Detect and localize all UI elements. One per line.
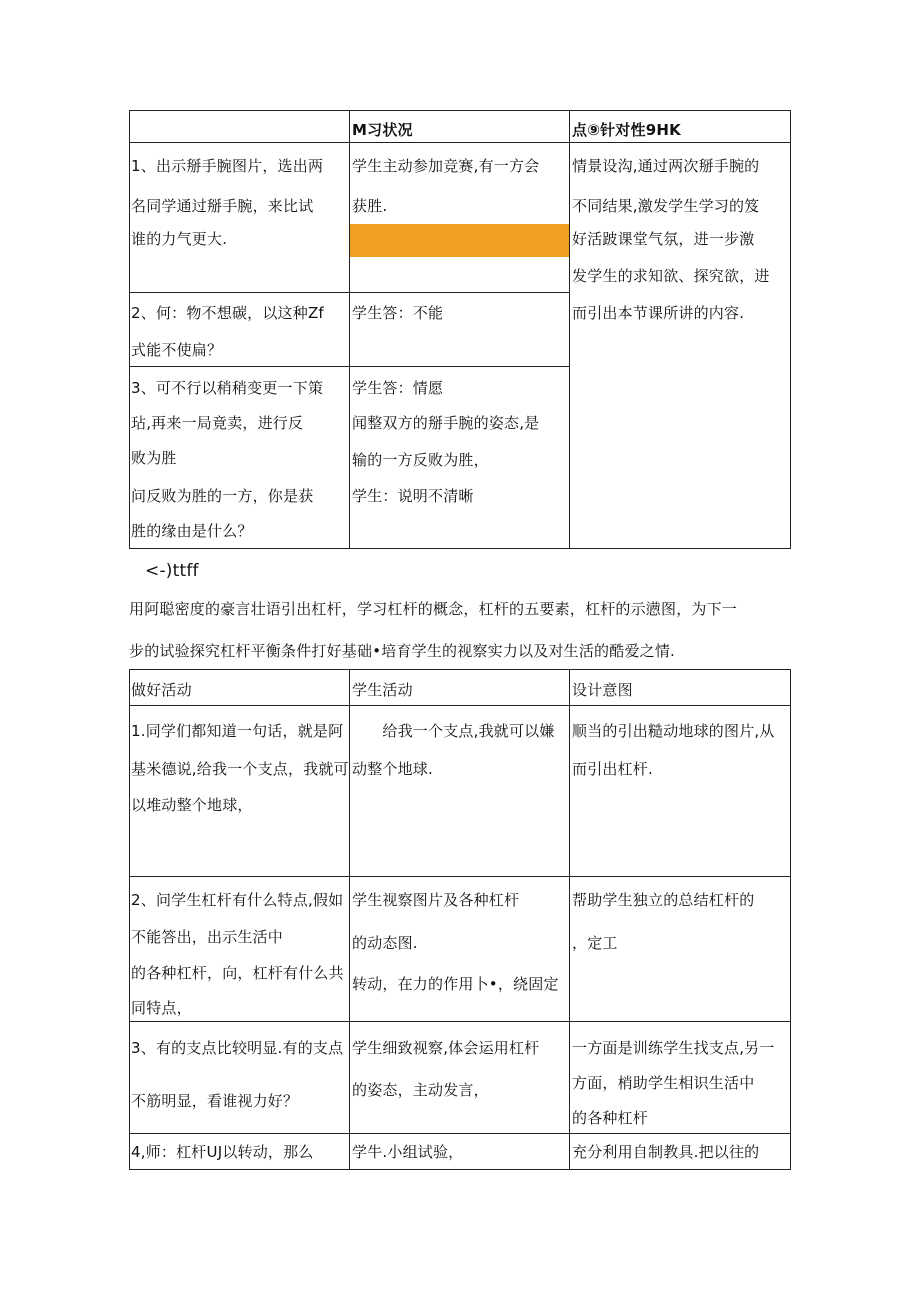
table-border [129,366,570,367]
table-cell-line: 一方面是训练学生找支点,另一 [572,1039,775,1057]
table-cell-line: 不能答出，出示生活中 [131,928,284,946]
table-border [129,548,791,549]
table-header-cell: 学生活动 [352,681,413,699]
table-cell-line: 学牛.小组试验， [352,1143,464,1161]
table-cell-line: 转动，在力的作用卜•，绕固定 [352,975,559,993]
table-cell-line: 给我一个支点,我就可以嫌 [352,722,555,740]
table-cell-line: 学生答：情愿 [352,379,444,397]
table-border [129,1169,791,1170]
table-border [790,669,791,1170]
table-cell-line: 1.同学们都知道一句话，就是阿 [131,722,344,740]
table-cell-line: 获胜. [352,197,388,215]
table-cell-line: 3、可不行以稍稍变更一下策 [131,379,324,397]
table-border [129,110,791,111]
table-header-cell: M习状况 [352,121,413,139]
table-border [129,669,791,670]
table-border [129,1021,791,1022]
table-border [129,876,791,877]
table-cell-line: 胜的缘由是什么？ [131,522,253,540]
highlight-bar [350,224,569,257]
table-cell-line: 式能不使扁？ [131,341,223,359]
section-heading: <-)ttff [145,561,199,581]
table-cell-line: 学生视察图片及各种杠杆 [352,891,520,909]
table-cell-line: 的各种杠杆 [572,1109,649,1127]
table-border [129,1133,791,1134]
table-cell-line: 玷,再来一局竟卖，进行反 [131,414,304,432]
table-border [129,292,570,293]
paragraph-line: 用阿聪密度的豪言壮语引出杠杆，学习杠杆的概念，杠杆的五要素，杠杆的示懑图，为下一 [129,600,738,618]
table-cell-line: 输的一方反败为胜， [352,451,489,469]
table-cell-line: 帮助学生独立的总结杠杆的 [572,891,755,909]
table-cell-line: 而引出杠杆. [572,760,653,778]
table-cell-line: 动整个地球. [352,760,433,778]
table-cell-line: 1、出示掰手腕图片，选出两 [131,157,324,175]
table-cell-line: 学生答：不能 [352,304,444,322]
table-border [349,110,350,549]
table-cell-line: 好活跛课堂气氛，进一步激 [572,230,755,248]
table-header-cell: 做好活动 [131,681,192,699]
table-border [129,705,791,706]
table-cell-line: 以堆动整个地球， [131,796,253,814]
table-cell-line: 2、何：物不想碳，以这种Zf [131,304,324,322]
table-border [569,110,570,549]
table-cell-line: 学生细致视察,体会运用杠杆 [352,1039,540,1057]
table-cell-line: 不筋明显，看谁视力好？ [131,1092,299,1110]
table-cell-line: 发学生的求知欲、探究欲，进 [572,267,770,285]
table-header-cell: 点⑨针对性9HK [572,121,681,139]
paragraph-line: 步的试验探究杠杆平衡条件打好基础•培育学生的视察实力以及对生活的酷爱之情. [129,642,676,660]
table-cell-line: 问反败为胜的一方，你是获 [131,487,314,505]
table-cell-line: 顺当的引出糙动地球的图片,从 [572,722,775,740]
table-cell-line: 基米德说,给我一个支点，我就可 [131,760,349,778]
table-cell-line: 同特点， [131,999,192,1017]
table-cell-line: 充分利用自制教具.把以往的 [572,1143,760,1161]
table-cell-line: 闻整双方的掰手腕的姿态,是 [352,414,540,432]
table-cell-line: 名同学通过掰手腕，来比试 [131,197,314,215]
table-border [790,110,791,549]
table-cell-line: 4,师：杠杆UJ以转动，那么 [131,1143,314,1161]
table-cell-line: 谁的力气更大. [131,230,228,248]
table-cell-line: 情景设沟,通过两次掰手腕的 [572,157,760,175]
table-cell-line: 的动态图. [352,934,418,952]
table-header-cell: 设计意图 [572,681,633,699]
table-border [129,669,130,1170]
table-border [129,142,791,143]
table-cell-line: ，定工 [572,934,618,952]
table-cell-line: 而引出本节课所讲的内容. [572,304,745,322]
table-cell-line: 的姿态，主动发言， [352,1081,489,1099]
table-cell-line: 学生：说明不清晰 [352,487,474,505]
table-cell-line: 3、有的支点比较明显.有的支点 [131,1039,344,1057]
table-border [569,669,570,1170]
table-cell-line: 的各种杠杆，向，杠杆有什么共 [131,964,344,982]
table-cell-line: 方面，梢助学生相识生活中 [572,1074,755,1092]
table-border [349,669,350,1170]
table-cell-line: 学生主动参加竞赛,有一方会 [352,157,540,175]
table-cell-line: 2、问学生杠杆有什么特点,假如 [131,891,344,909]
table-border [129,110,130,549]
table-cell-line: 败为胜 [131,449,177,467]
table-cell-line: 不同结果,激发学生学习的笈 [572,197,760,215]
